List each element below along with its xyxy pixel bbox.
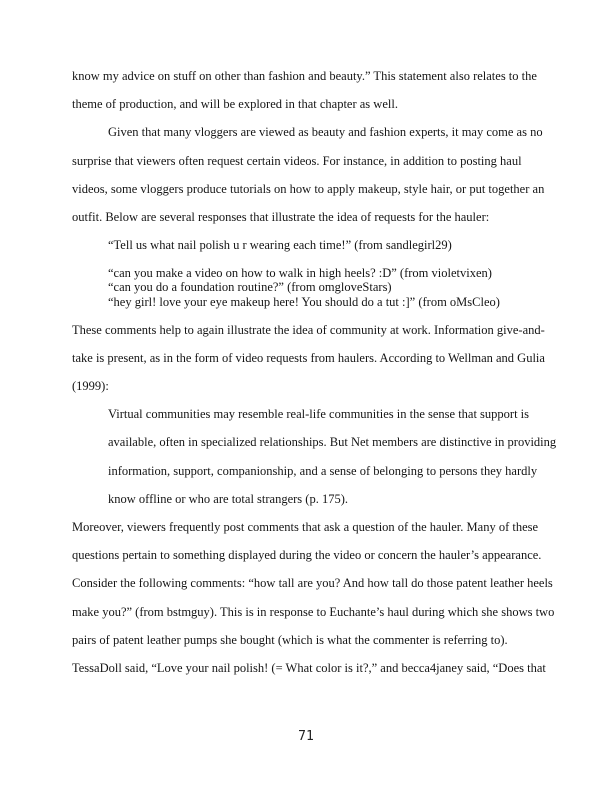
text-line: available, often in specialized relationships. But Net members are distinctive in providing (108, 435, 557, 450)
text-line: “can you make a video on how to walk in high heels? :D” (from violetvixen) (108, 266, 492, 281)
text-line: Given that many vloggers are viewed as beauty and fashion experts, it may come as no (108, 125, 543, 140)
text-line: These comments help to again illustrate the idea of community at work. Information give-and- (72, 322, 545, 337)
text-line: surprise that viewers often request certain videos. For instance, in addition to posting haul (72, 153, 522, 168)
text-line: “can you do a foundation routine?” (from omgloveStars) (108, 280, 392, 295)
text-line: take is present, as in the form of video requests from haulers. According to Wellman and Gulia (72, 350, 545, 365)
text-line: information, support, companionship, and a sense of belonging to persons they hardly (108, 463, 538, 478)
text-line: Virtual communities may resemble real-life communities in the sense that support is (108, 407, 530, 422)
text-line: “hey girl! love your eye makeup here! You should do a tut :]” (from oMsCleo) (108, 294, 500, 309)
page-number: 71 (298, 729, 314, 744)
text-line: (1999): (72, 379, 109, 394)
text-line: outfit. Below are several responses that illustrate the idea of requests for the hauler: (72, 209, 490, 224)
text-line: questions pertain to something displayed during the video or concern the hauler’s appearance. (72, 548, 542, 563)
text-line: know my advice on stuff on other than fashion and beauty.” This statement also relates to the (72, 69, 537, 83)
text-line: Consider the following comments: “how tall are you? And how tall do those patent leather heels (72, 576, 553, 591)
body-text (72, 69, 557, 689)
text-line: theme of production, and will be explored in that chapter as well. (72, 97, 398, 112)
text-line: know offline or who are total strangers (p. 175). (108, 491, 348, 506)
text-line: pairs of patent leather pumps she bought (which is what the commenter is referring to). (72, 632, 508, 647)
text-line: videos, some vloggers produce tutorials on how to apply makeup, style hair, or put together an (72, 181, 545, 196)
text-line: Moreover, viewers frequently post comments that ask a question of the hauler. Many of these (72, 520, 539, 534)
text-line: make you?” (from bstmguy). This is in response to Euchante’s haul during which she shows two (72, 604, 555, 619)
text-line: TessaDoll said, “Love your nail polish! (= What color is it?,” and becca4janey said, “Does that (72, 660, 546, 675)
text-line: “Tell us what nail polish u r wearing each time!” (from sandlegirl29) (108, 238, 452, 253)
